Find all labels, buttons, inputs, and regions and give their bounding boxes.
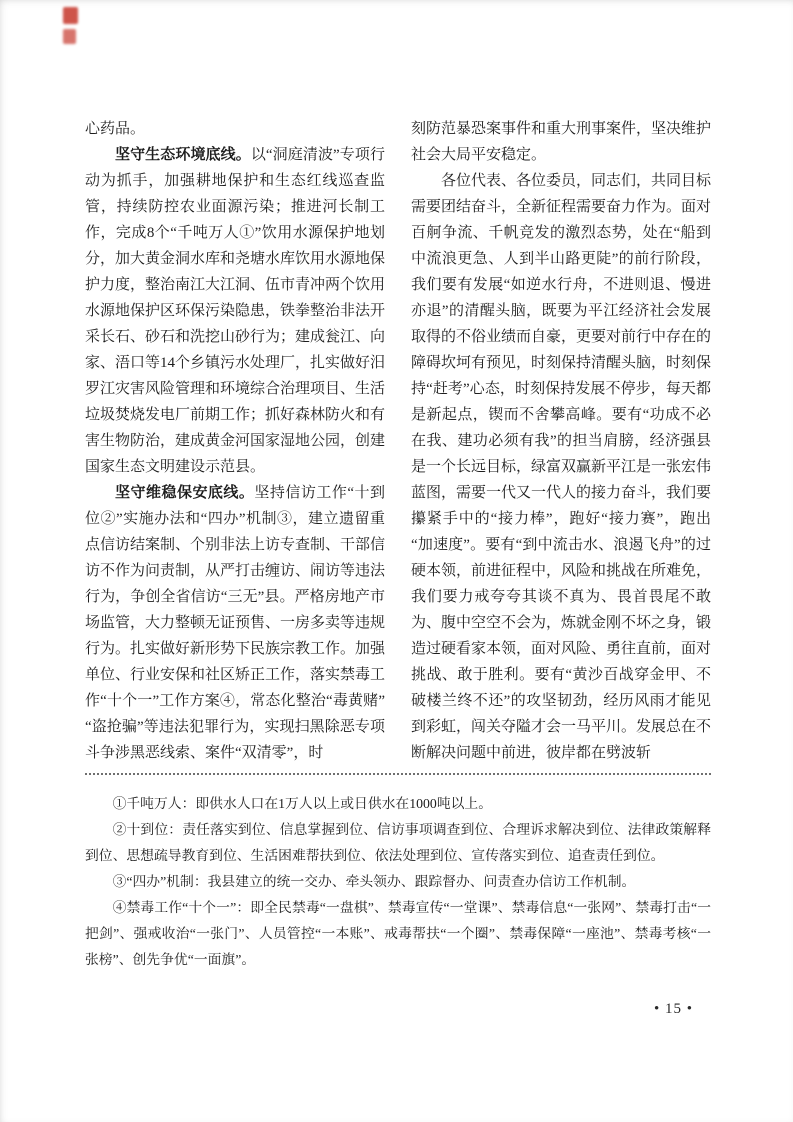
paragraph-continuation <box>411 116 711 168</box>
footnotes-block <box>85 791 711 973</box>
footnote: ③“四办”机制：我县建立的统一交办、牵头领办、跟踪督办、问责查办信访工作机制。 <box>112 874 636 889</box>
footnote-separator <box>85 773 711 775</box>
footnote: ①千吨万人：即供水人口在1万人以上或日供水在1000吨以上。 <box>112 796 493 811</box>
paragraph-text: 以“洞庭清波”专项行动为抓手，加强耕地保护和生态红线巡查监管，持续防控农业面源污染；推进河长制工作，完成8个“千吨万人①”饮用水源保护地划分，加大黄金洞水库和尧塘水库饮用水源地保护力度，整治南江大江洞、伍市青冲两个饮用水源地保护区环保污染隐患，铁拳整治非法开采长石、砂石和洗挖山砂行为；建成瓮江、向家、浯口等14个乡镇污水处理厂，扎实做好汨罗江灾害风险管理和环境综合治理项目、生活垃圾焚烧发电厂前期工作；抓好森林防火和有害生物防治，建成黄金河国家湿地公园，创建国家生态文明建设示范县。 <box>85 147 385 475</box>
left-column <box>85 116 385 768</box>
footnote: ②十到位：责任落实到位、信息掌握到位、信访事项调查到位、合理诉求解决到位、法律政策解释到位、思想疏导教育到位、生活困难帮扶到位、依法处理到位、宣传落实到位、追查责任到位。 <box>85 822 711 863</box>
page-content <box>85 116 711 973</box>
two-column-text-block <box>85 116 711 768</box>
paragraph <box>85 480 385 766</box>
right-column <box>411 116 711 768</box>
red-scan-artifact <box>63 7 78 24</box>
red-scan-artifact <box>63 29 76 44</box>
footnote: ④禁毒工作“十个一”：即全民禁毒“一盘棋”、禁毒宣传“一堂课”、禁毒信息“一张网”、禁毒打击“一把剑”、强戒收治“一张门”、人员管控“一本账”、戒毒帮扶“一个圈”、禁毒保障“一座池”、禁毒考核“一张榜”、创先争优“一面旗”。 <box>85 900 711 967</box>
page-number: • 15 • <box>653 1001 693 1017</box>
paragraph-lead: 坚守生态环境底线。 <box>115 147 251 163</box>
paragraph <box>85 142 385 480</box>
paragraph-lead: 坚守维稳保安底线。 <box>115 485 255 501</box>
paragraph-text: 心药品。 <box>85 121 146 137</box>
paragraph <box>411 168 711 766</box>
paragraph-continuation <box>85 116 385 142</box>
paragraph-text: 坚持信访工作“十到位②”实施办法和“四办”机制③，建立遗留重点信访结案制、个别非法上访专查制、干部信访不作为问责制，从严打击缠访、闹访等违法行为，争创全省信访“三无”县。严格房地产市场监管，大力整顿无证预售、一房多卖等违规行为。扎实做好新形势下民族宗教工作。加强单位、行业安保和社区矫正工作，落实禁毒工作“十个一”工作方案④，常态化整治“毒黄赌”“盗抢骗”等违法犯罪行为，实现扫黑除恶专项斗争涉黑恶线索、案件“双清零”，时 <box>85 485 385 761</box>
paragraph-text: 刻防范暴恐案事件和重大刑事案件，坚决维护社会大局平安稳定。 <box>411 121 711 163</box>
paragraph-text: 各位代表、各位委员，同志们，共同目标需要团结奋斗，全新征程需要奋力作为。面对百舸争流、千帆竞发的激烈态势，处在“船到中流浪更急、人到半山路更陡”的前行阶段，我们要有发展“如逆水行舟，不进则退、慢进亦退”的清醒头脑，既要为平江经济社会发展取得的不俗业绩而自豪，更要对前行中存在的障碍坎坷有预见，时刻保持清醒头脑，时刻保持“赶考”心态，时刻保持发展不停步，每天都是新起点，锲而不舍攀高峰。要有“功成不必在我、建功必须有我”的担当肩膀，经济强县是一个长远目标，绿富双赢新平江是一张宏伟蓝图，需要一代又一代人的接力奋斗，我们要攥紧手中的“接力棒”，跑好“接力赛”，跑出“加速度”。要有“到中流击水、浪遏飞舟”的过硬本领，前进征程中，风险和挑战在所难免，我们要力戒夸夸其谈不真为、畏首畏尾不敢为、腹中空空不会为，炼就金刚不坏之身，锻造过硬看家本领，面对风险、勇往直前，面对挑战、敢于胜利。要有“黄沙百战穿金甲、不破楼兰终不还”的攻坚韧劲，经历风雨才能见到彩虹，闯关夺隘才会一马平川。发展总在不断解决问题中前进，彼岸都在劈波斩 <box>411 173 711 761</box>
